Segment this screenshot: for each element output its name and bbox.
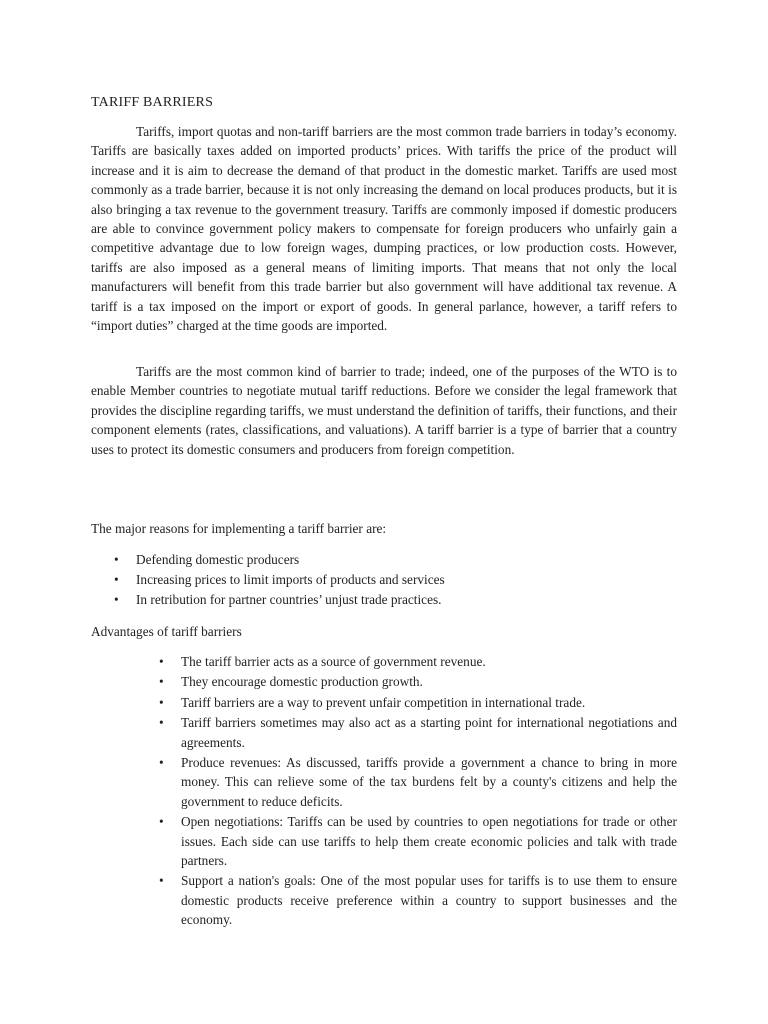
bullet-icon: •	[159, 694, 164, 710]
bullet-icon: •	[159, 654, 164, 669]
bullet-icon: •	[114, 592, 119, 607]
advantages-title: Advantages of tariff barriers	[91, 624, 242, 639]
list-item: • Tariff barriers are a way to prevent unfair competition in international trade.	[181, 693, 677, 712]
list-item: • Produce revenues: As discussed, tariffs provide a government a chance to bring in more money. This can relieve some of the tax burdens felt by a county's citizens and help the government to reduce deficits.	[159, 755, 677, 809]
list-item: • The tariff barrier acts as a source of government revenue.	[181, 652, 677, 671]
paragraph-tariffs-wto: Tariffs are the most common kind of barrier to trade; indeed, one of the purposes of the WTO is to enable Member countries to negotiate mutual tariff reductions. Before we consider the legal framework that provides the discipline regarding tariffs, we must understand the definition of tariffs, their functions, and their component elements (rates, classifications, and valuations). A tariff barrier is a type of barrier that a country uses to protect its domestic consumers and producers from foreign competition.	[91, 364, 677, 457]
bullet-icon: •	[114, 552, 119, 567]
bullet-icon: •	[159, 814, 164, 830]
bullet-icon: •	[159, 755, 164, 771]
bullet-icon: •	[159, 715, 164, 731]
list-item: • Tariff barriers sometimes may also act as a starting point for international negotiations and agreements.	[159, 715, 677, 750]
reasons-intro: The major reasons for implementing a tariff barrier are:	[91, 521, 387, 536]
bullet-icon: •	[114, 572, 119, 587]
list-item: • In retribution for partner countries’ unjust trade practices.	[136, 590, 556, 609]
list-item: • Defending domestic producers	[136, 550, 556, 569]
bullet-icon: •	[159, 674, 164, 690]
list-item: • They encourage domestic production growth.	[181, 672, 677, 691]
list-item: • Open negotiations: Tariffs can be used by countries to open negotiations for trade or other issues. Each side can use tariffs to help them create economic policies and talk with trade partners.	[159, 814, 677, 869]
paragraph-tariffs-intro: Tariffs, import quotas and non-tariff barriers are the most common trade barriers in today’s economy. Tariffs are basically taxes added on imported products’ prices. With tariffs the price of the product will increase and it is aim to decrease the demand of that product in the domestic market. Tariffs are used most commonly as a trade barrier, because it is not only increasing the demand on local produces products, but it is also bringing a tax revenue to the government treasury. Tariffs are commonly imposed if domestic producers are able to convince government policy makers to compensate for foreign producers who unfairly gain a competitive advantage due to low foreign wages, dumping practices, or low production costs. However, tariffs are also imposed as a general means of limiting imports. That means that not only the local manufacturers will benefit from this trade barrier but also government will have additional tax revenue. A tariff is a tax imposed on the import or export of goods. In general parlance, however, a tariff refers to “import duties” charged at the time goods are imported.	[91, 124, 677, 334]
advantages-list	[159, 652, 677, 931]
reasons-list	[114, 550, 556, 610]
list-item: • Support a nation's goals: One of the most popular uses for tariffs is to use them to ensure domestic products receive preference within a country to support businesses and the economy.	[159, 873, 677, 928]
bullet-icon: •	[159, 873, 164, 889]
list-item: • Increasing prices to limit imports of products and services	[136, 570, 556, 589]
document-heading: TARIFF BARRIERS	[91, 95, 214, 110]
